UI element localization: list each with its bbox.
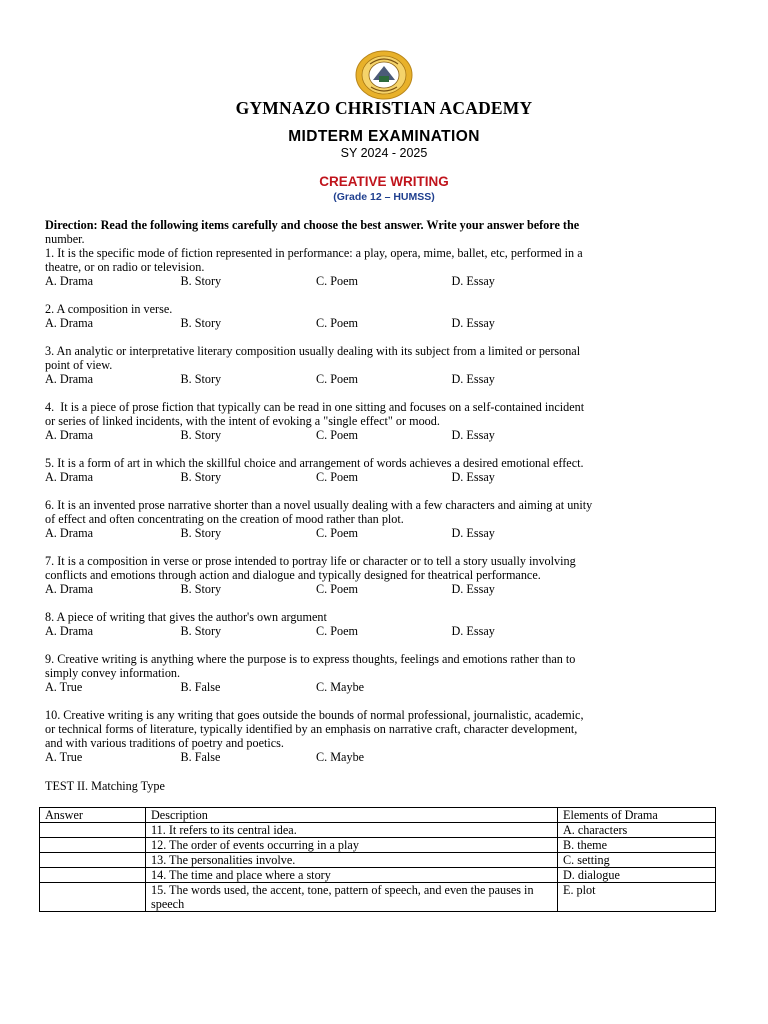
answer-options bbox=[45, 624, 725, 638]
option-b: B. Story bbox=[180, 316, 222, 330]
question-7: 7. It is a composition in verse or prose intended to portray life or character or to tell a story usually involving conflicts and emotions through action and dialogue and typically designed for theatrical performance. A. Drama B. Story C. Poem D. Essay bbox=[45, 554, 725, 596]
option-c: C. Poem bbox=[316, 274, 358, 288]
option-b: B. Story bbox=[180, 582, 222, 596]
option-b: B. False bbox=[180, 680, 221, 694]
element-cell: E. plot bbox=[558, 883, 716, 912]
question-2: 2. A composition in verse. A. Drama B. Story C. Poem D. Essay bbox=[45, 302, 725, 330]
matching-table bbox=[39, 807, 716, 912]
option-d: D. Essay bbox=[451, 316, 495, 330]
answer-options bbox=[45, 316, 725, 330]
table-row bbox=[40, 823, 716, 838]
option-a: A. Drama bbox=[45, 372, 94, 386]
answer-cell[interactable] bbox=[40, 883, 146, 912]
question-1: 1. It is the specific mode of fiction represented in performance: a play, opera, mime, ballet, etc, performed in a theatre, or on radio or television. A. Drama B. Story C. Poem D. Essay bbox=[45, 246, 725, 288]
element-cell: B. theme bbox=[558, 838, 716, 853]
answer-options bbox=[45, 274, 725, 288]
table-row bbox=[40, 853, 716, 868]
description-cell: 14. The time and place where a story bbox=[146, 868, 558, 883]
option-a: A. Drama bbox=[45, 316, 94, 330]
subject-title: CREATIVE WRITING bbox=[319, 174, 449, 189]
option-d: D. Essay bbox=[451, 372, 495, 386]
table-row bbox=[40, 868, 716, 883]
option-a: A. True bbox=[45, 750, 83, 764]
directions bbox=[45, 218, 725, 246]
option-c: C. Maybe bbox=[316, 680, 365, 694]
option-c: C. Poem bbox=[316, 316, 358, 330]
answer-options bbox=[45, 428, 725, 442]
question-3: 3. An analytic or interpretative literary composition usually dealing with its subject from a limited or personal point of view. A. Drama B. Story C. Poem D. Essay bbox=[45, 344, 725, 386]
answer-cell[interactable] bbox=[40, 853, 146, 868]
column-header-description: Description bbox=[146, 808, 558, 823]
option-d: D. Essay bbox=[451, 428, 495, 442]
description-cell: 11. It refers to its central idea. bbox=[146, 823, 558, 838]
column-header-elements: Elements of Drama bbox=[558, 808, 716, 823]
question-8: 8. A piece of writing that gives the author's own argument A. Drama B. Story C. Poem D. Essay bbox=[45, 610, 725, 638]
directions-rest: number. bbox=[45, 232, 85, 246]
element-cell: C. setting bbox=[558, 853, 716, 868]
question-10: 10. Creative writing is any writing that goes outside the bounds of normal professional, journalistic, academic, or technical forms of literature, typically identified by an emphasis on narrative craft, character development, and with various traditions of poetry and poetics. A. True B. False C. Maybe bbox=[45, 708, 725, 764]
answer-options bbox=[45, 470, 725, 484]
answer-options bbox=[45, 526, 725, 540]
option-a: A. Drama bbox=[45, 526, 94, 540]
option-d: D. Essay bbox=[451, 526, 495, 540]
test2-title: TEST II. Matching Type bbox=[45, 779, 165, 793]
answer-options bbox=[45, 750, 725, 764]
option-b: B. Story bbox=[180, 470, 222, 484]
school-seal-icon bbox=[355, 50, 413, 100]
option-a: A. Drama bbox=[45, 274, 94, 288]
answer-options bbox=[45, 582, 725, 596]
description-cell: 12. The order of events occurring in a play bbox=[146, 838, 558, 853]
element-cell: D. dialogue bbox=[558, 868, 716, 883]
option-c: C. Poem bbox=[316, 526, 358, 540]
option-a: A. Drama bbox=[45, 470, 94, 484]
option-c: C. Poem bbox=[316, 624, 358, 638]
option-c: C. Poem bbox=[316, 470, 358, 484]
column-header-answer: Answer bbox=[40, 808, 146, 823]
option-b: B. Story bbox=[180, 274, 222, 288]
answer-cell[interactable] bbox=[40, 838, 146, 853]
directions-bold: Direction: Read the following items carefully and choose the best answer. Write your answer before the bbox=[45, 218, 580, 232]
school-year: SY 2024 - 2025 bbox=[340, 146, 428, 160]
option-a: A. Drama bbox=[45, 428, 94, 442]
table-row bbox=[40, 883, 716, 912]
description-cell: 15. The words used, the accent, tone, pattern of speech, and even the pauses in speech bbox=[146, 883, 558, 912]
option-a: A. True bbox=[45, 680, 83, 694]
question-4: 4. It is a piece of prose fiction that typically can be read in one sitting and focuses on a self-contained incident or series of linked incidents, with the intent of evoking a "single effect" or mood. A. Drama B. Story C. Poem D. Essay bbox=[45, 400, 725, 442]
table-header-row bbox=[40, 808, 716, 823]
answer-options bbox=[45, 372, 725, 386]
question-5: 5. It is a form of art in which the skillful choice and arrangement of words achieves a desired emotional effect. A. Drama B. Story C. Poem D. Essay bbox=[45, 456, 725, 484]
description-cell: 13. The personalities involve. bbox=[146, 853, 558, 868]
test1-section bbox=[45, 218, 725, 778]
school-name: GYMNAZO CHRISTIAN ACADEMY bbox=[235, 98, 533, 118]
answer-cell[interactable] bbox=[40, 868, 146, 883]
option-b: B. False bbox=[180, 750, 221, 764]
option-d: D. Essay bbox=[451, 582, 495, 596]
question-6: 6. It is an invented prose narrative shorter than a novel usually dealing with a few characters and aiming at unity of effect and often concentrating on the creation of mood rather than plot. A. Drama B. Story C. Poem D. Essay bbox=[45, 498, 725, 540]
option-a: A. Drama bbox=[45, 624, 94, 638]
element-cell: A. characters bbox=[558, 823, 716, 838]
option-c: C. Poem bbox=[316, 582, 358, 596]
option-a: A. Drama bbox=[45, 582, 94, 596]
option-c: C. Maybe bbox=[316, 750, 365, 764]
answer-cell[interactable] bbox=[40, 823, 146, 838]
option-c: C. Poem bbox=[316, 372, 358, 386]
option-d: D. Essay bbox=[451, 274, 495, 288]
option-b: B. Story bbox=[180, 624, 222, 638]
option-b: B. Story bbox=[180, 372, 222, 386]
option-b: B. Story bbox=[180, 428, 222, 442]
grade-label: (Grade 12 – HUMSS) bbox=[333, 191, 435, 203]
option-d: D. Essay bbox=[451, 470, 495, 484]
exam-title: MIDTERM EXAMINATION bbox=[288, 128, 480, 145]
option-c: C. Poem bbox=[316, 428, 358, 442]
table-row bbox=[40, 838, 716, 853]
option-d: D. Essay bbox=[451, 624, 495, 638]
question-9: 9. Creative writing is anything where the purpose is to express thoughts, feelings and emotions rather than to simply convey information. A. True B. False C. Maybe bbox=[45, 652, 725, 694]
option-b: B. Story bbox=[180, 526, 222, 540]
answer-options bbox=[45, 680, 725, 694]
